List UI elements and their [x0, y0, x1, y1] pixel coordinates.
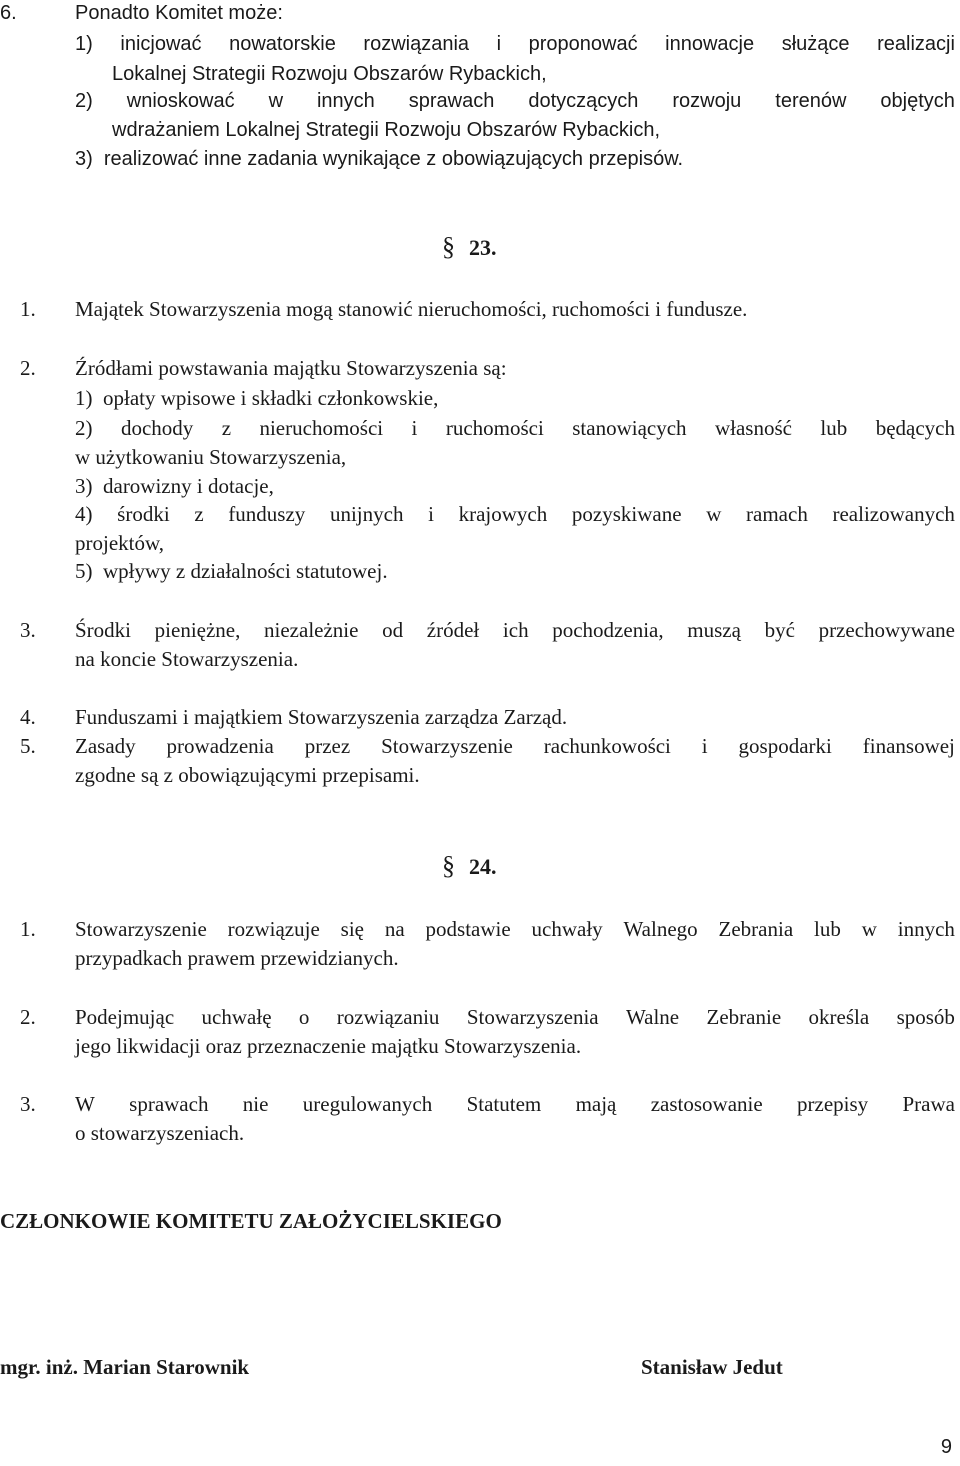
word: będących — [875, 416, 955, 440]
word: przez — [304, 734, 351, 758]
word: i — [428, 502, 434, 526]
s24-p3-number: 3. — [20, 1092, 36, 1116]
word: innych — [897, 917, 955, 941]
s23-p3-line-1 — [75, 620, 955, 641]
word: unijnych — [329, 502, 404, 526]
word: sprawach — [408, 90, 495, 112]
s24-p3-line-2: o stowarzyszeniach. — [75, 1121, 245, 1145]
word: z — [221, 416, 232, 440]
s23-p2-item-5: 5) wpływy z działalności statutowej. — [75, 559, 388, 583]
word: terenów — [775, 90, 847, 112]
signature-name-2: Stanisław Jedut — [641, 1355, 783, 1379]
word: ramach — [746, 502, 808, 526]
word: ich — [502, 618, 529, 642]
word: wnioskować — [126, 90, 235, 112]
word: Stowarzyszenie — [381, 734, 513, 758]
word: lub — [814, 917, 841, 941]
word: Walnego — [623, 917, 698, 941]
s23-p2-number: 2. — [20, 356, 36, 380]
word: 2) — [75, 90, 93, 112]
page-number: 9 — [940, 1436, 952, 1458]
s24-p1-line-1 — [75, 919, 955, 940]
word: muszą — [687, 618, 741, 642]
word: lub — [820, 416, 848, 440]
s23-p5-line-1 — [75, 736, 955, 757]
item-6-point-3: 3) realizować inne zadania wynikające z obowiązujących przepisów. — [75, 148, 684, 170]
word: pieniężne, — [154, 618, 241, 642]
word: z — [194, 502, 204, 526]
word: środki — [117, 502, 170, 526]
word: rozwiązania — [363, 33, 470, 55]
word: Środki — [75, 618, 132, 642]
s24-p2-line-2: jego likwidacji oraz przeznaczenie majątku Stowarzyszenia. — [75, 1034, 582, 1058]
item-6-point-1-line-2: Lokalnej Strategii Rozwoju Obszarów Rybackich, — [112, 63, 547, 85]
s24-p3-line-1 — [75, 1094, 955, 1115]
word: rachunkowości — [543, 734, 671, 758]
word: niezależnie — [264, 618, 359, 642]
item-6-point-2-line-2: wdrażaniem Lokalnej Strategii Rozwoju Obszarów Rybackich, — [112, 119, 661, 141]
word: objętych — [880, 90, 955, 112]
word: podstawie — [425, 917, 511, 941]
s23-p2-item-2-line-2: w użytkowaniu Stowarzyszenia, — [75, 445, 347, 469]
s24-p1-number: 1. — [20, 917, 36, 941]
word: i — [411, 416, 418, 440]
item-6-intro: Ponadto Komitet może: — [75, 2, 283, 24]
word: nieruchomości — [259, 416, 384, 440]
word: przechowywane — [818, 618, 955, 642]
s23-p2-item-4-line-2: projektów, — [75, 531, 165, 555]
word: o — [298, 1005, 310, 1029]
word: uchwałę — [201, 1005, 272, 1029]
word: Zebranie — [706, 1005, 782, 1029]
word: źródeł — [426, 618, 480, 642]
s24-p2-line-1 — [75, 1007, 955, 1028]
word: rozwoju — [672, 90, 742, 112]
s23-p1-number: 1. — [20, 297, 36, 321]
word: finansowej — [862, 734, 955, 758]
s24-p1-line-2: przypadkach prawem przewidzianych. — [75, 946, 399, 970]
word: w — [706, 502, 722, 526]
s23-p1-text: Majątek Stowarzyszenia mogą stanowić nieruchomości, ruchomości i fundusze. — [75, 297, 748, 321]
word: w — [861, 917, 877, 941]
section-23-heading — [442, 234, 497, 260]
word: nowatorskie — [229, 33, 336, 55]
word: Podejmując — [75, 1005, 175, 1029]
word: być — [764, 618, 795, 642]
item-6-number: 6. — [0, 2, 17, 24]
s23-p3-line-2: na koncie Stowarzyszenia. — [75, 647, 299, 671]
word: Zasady — [75, 734, 136, 758]
signature-name-1: mgr. inż. Marian Starownik — [0, 1355, 250, 1379]
section-number: 23. — [469, 235, 497, 260]
word: krajowych — [458, 502, 548, 526]
section-sign: § — [442, 232, 455, 261]
word: Statutem — [466, 1092, 542, 1116]
word: Stowarzyszenia — [466, 1005, 599, 1029]
word: ruchomości — [445, 416, 544, 440]
word: innowacje — [665, 33, 755, 55]
word: mają — [575, 1092, 617, 1116]
word: Stowarzyszenie — [75, 917, 207, 941]
word: zastosowanie — [650, 1092, 763, 1116]
s23-p3-number: 3. — [20, 618, 36, 642]
s23-p2-item-2-line-1 — [75, 418, 955, 439]
word: służące — [781, 33, 850, 55]
word: Walne — [626, 1005, 680, 1029]
section-sign: § — [442, 851, 455, 880]
s23-p5-line-2: zgodne są z obowiązującymi przepisami. — [75, 763, 420, 787]
word: innych — [316, 90, 375, 112]
word: określa — [808, 1005, 870, 1029]
word: realizowanych — [832, 502, 955, 526]
word: sposób — [896, 1005, 955, 1029]
word: 1) — [75, 33, 93, 55]
word: W — [75, 1092, 95, 1116]
word: 4) — [75, 502, 93, 526]
word: dotyczących — [528, 90, 639, 112]
word: funduszy — [228, 502, 306, 526]
word: przepisy — [797, 1092, 869, 1116]
s23-p5-number: 5. — [20, 734, 36, 758]
word: 2) — [75, 416, 93, 440]
word: proponować — [528, 33, 638, 55]
item-6-point-2-line-1 — [75, 91, 955, 111]
word: na — [384, 917, 405, 941]
s23-p2-item-1: 1) opłaty wpisowe i składki członkowskie, — [75, 386, 439, 410]
word: pochodzenia, — [552, 618, 664, 642]
word: Zebrania — [718, 917, 794, 941]
word: od — [382, 618, 404, 642]
word: rozwiązuje — [227, 917, 320, 941]
word: rozwiązaniu — [336, 1005, 440, 1029]
word: i — [701, 734, 708, 758]
word: i — [496, 33, 502, 55]
word: uregulowanych — [302, 1092, 433, 1116]
word: pozyskiwane — [571, 502, 682, 526]
word: uchwały — [531, 917, 603, 941]
word: dochody — [120, 416, 194, 440]
section-number: 24. — [469, 854, 497, 879]
s23-p4-text: Funduszami i majątkiem Stowarzyszenia zarządza Zarząd. — [75, 705, 568, 729]
word: gospodarki — [738, 734, 832, 758]
word: własność — [714, 416, 792, 440]
s23-p2-item-4-line-1 — [75, 504, 955, 525]
s23-p4-number: 4. — [20, 705, 36, 729]
s23-p2-item-3: 3) darowizny i dotacje, — [75, 474, 274, 498]
word: Prawa — [902, 1092, 955, 1116]
word: prowadzenia — [166, 734, 274, 758]
word: realizacji — [877, 33, 955, 55]
word: się — [340, 917, 364, 941]
s24-p2-number: 2. — [20, 1005, 36, 1029]
word: nie — [242, 1092, 269, 1116]
item-6-point-1-line-1 — [75, 34, 955, 54]
word: sprawach — [129, 1092, 209, 1116]
committee-heading: CZŁONKOWIE KOMITETU ZAŁOŻYCIELSKIEGO — [0, 1209, 502, 1233]
section-24-heading — [442, 853, 497, 879]
word: inicjować — [120, 33, 202, 55]
s23-p2-text: Źródłami powstawania majątku Stowarzyszenia są: — [75, 356, 507, 380]
word: stanowiących — [572, 416, 687, 440]
word: w — [268, 90, 284, 112]
